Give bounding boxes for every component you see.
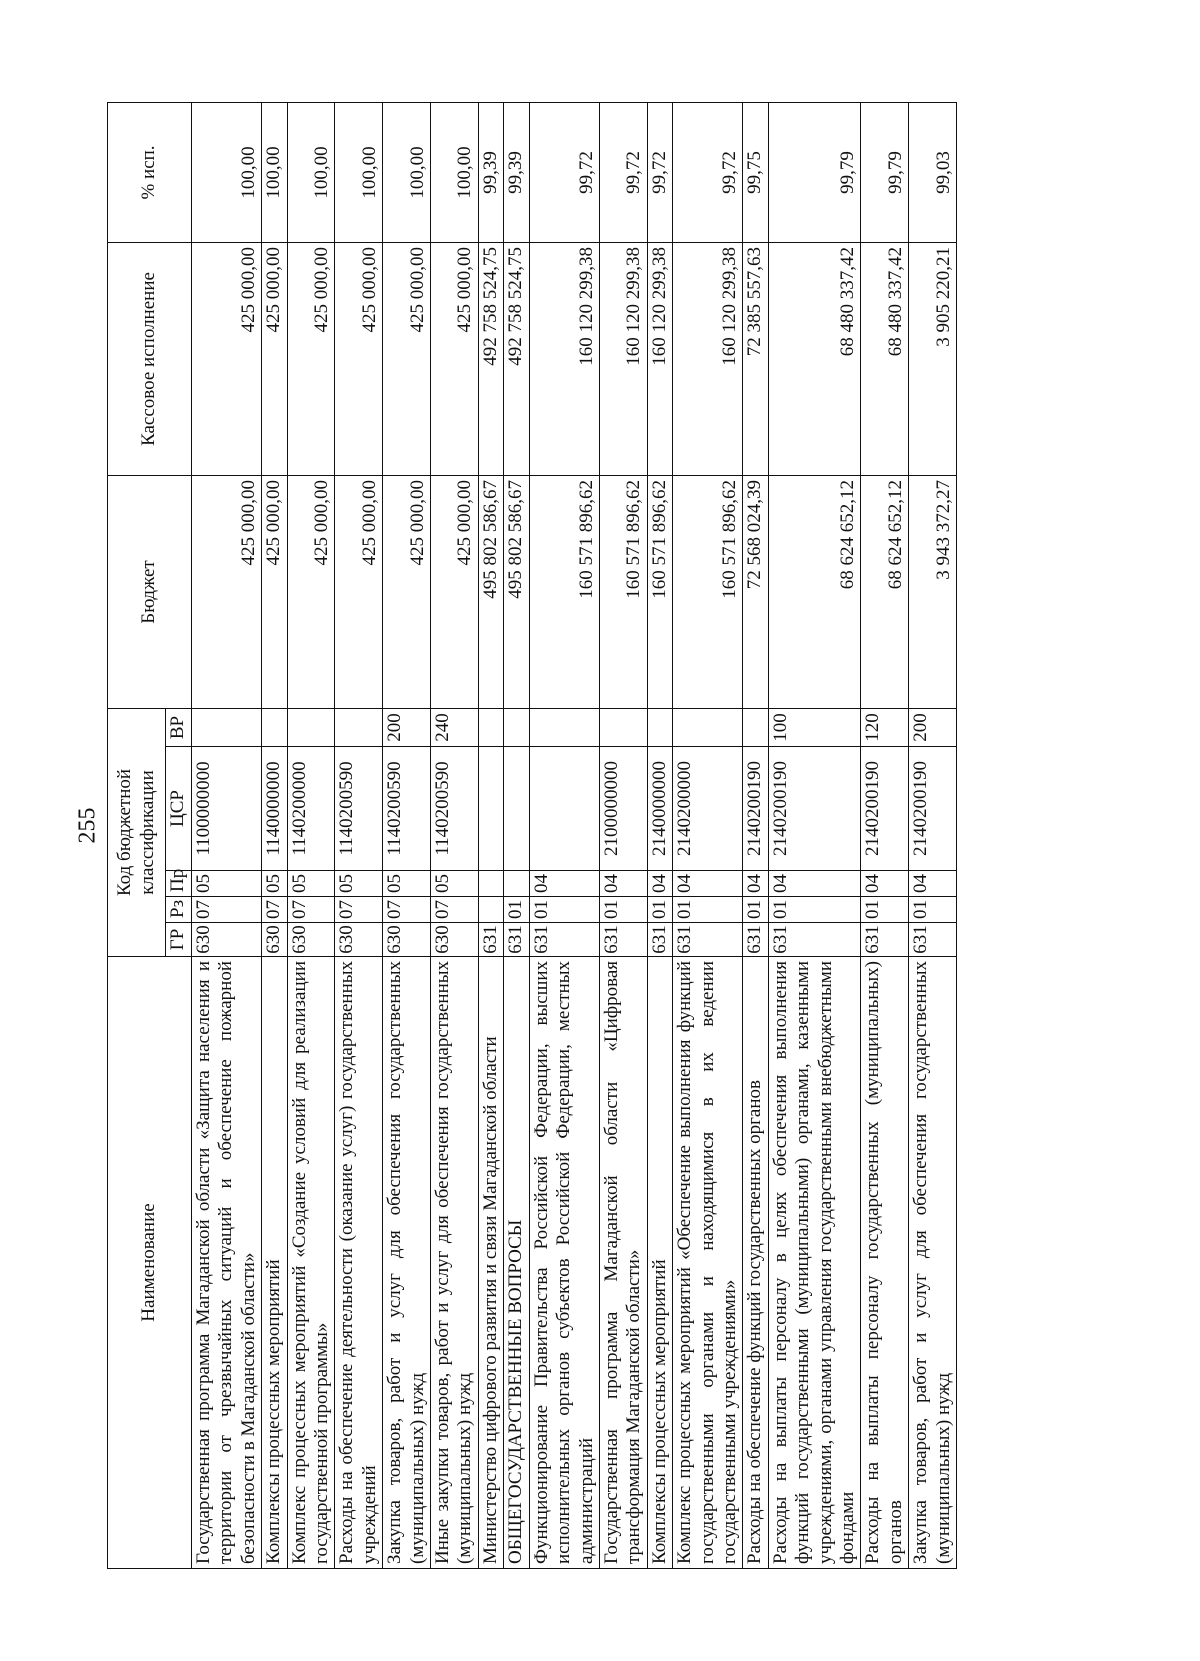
row-rz: 07 — [383, 897, 431, 923]
row-cash: 425 000,00 — [262, 242, 287, 475]
header-pct: % исп. — [108, 102, 192, 242]
row-cash: 68 480 337,42 — [768, 242, 861, 475]
row-name: Комплексы процессных мероприятий — [262, 957, 287, 1569]
row-vr — [647, 708, 672, 746]
budget-table — [107, 102, 957, 1569]
row-rz: 01 — [647, 897, 672, 923]
row-csr: 2140200190 — [861, 747, 909, 871]
row-gr: 631 — [673, 923, 743, 957]
row-gr: 631 — [768, 923, 861, 957]
row-name: Закупка товаров, работ и услуг для обеспечения государственных (муниципальных) нужд — [383, 957, 431, 1569]
row-vr — [529, 708, 599, 746]
row-cash: 425 000,00 — [287, 242, 335, 475]
row-pct: 100,00 — [262, 102, 287, 242]
table-row — [599, 102, 647, 1568]
row-pct: 99,72 — [647, 102, 672, 242]
row-pr: 05 — [262, 871, 287, 897]
row-rz: 07 — [335, 897, 383, 923]
table-row — [909, 102, 957, 1568]
row-gr: 631 — [478, 923, 503, 957]
row-gr: 631 — [504, 923, 529, 957]
row-budget: 68 624 652,12 — [768, 475, 861, 708]
row-cash: 425 000,00 — [431, 242, 479, 475]
row-vr — [504, 708, 529, 746]
row-pct: 99,72 — [529, 102, 599, 242]
row-gr: 631 — [743, 923, 768, 957]
row-rz: 01 — [673, 897, 743, 923]
header-code-group: Код бюджетной классификации — [108, 708, 166, 956]
table-row — [504, 102, 529, 1568]
row-budget: 495 802 586,67 — [478, 475, 503, 708]
rotated-table-wrapper — [107, 103, 1107, 1569]
header-csr: ЦСР — [166, 747, 192, 871]
row-vr — [262, 708, 287, 746]
row-budget: 425 000,00 — [383, 475, 431, 708]
row-budget: 160 571 896,62 — [647, 475, 672, 708]
row-pr: 04 — [861, 871, 909, 897]
row-pr: 04 — [743, 871, 768, 897]
row-pr: 04 — [673, 871, 743, 897]
row-csr: 1140200000 — [287, 747, 335, 871]
row-cash: 492 758 524,75 — [478, 242, 503, 475]
row-csr — [529, 747, 599, 871]
header-name: Наименование — [108, 957, 192, 1569]
row-name: Комплекс процессных мероприятий «Обеспечение выполнения функций государственными органами и находящимися в их ведении государственными учреждениями» — [673, 957, 743, 1569]
row-csr: 1100000000 — [192, 747, 262, 871]
page-number: 255 — [74, 807, 101, 844]
row-pct: 99,72 — [673, 102, 743, 242]
row-rz: 07 — [287, 897, 335, 923]
row-vr — [673, 708, 743, 746]
row-cash: 425 000,00 — [383, 242, 431, 475]
header-rz: Рз — [166, 897, 192, 923]
row-csr: 2140200190 — [768, 747, 861, 871]
row-pct: 100,00 — [335, 102, 383, 242]
row-budget: 425 000,00 — [431, 475, 479, 708]
row-vr — [599, 708, 647, 746]
row-vr: 200 — [383, 708, 431, 746]
row-budget: 160 571 896,62 — [673, 475, 743, 708]
row-gr: 630 — [335, 923, 383, 957]
table-row — [287, 102, 335, 1568]
row-rz: 07 — [262, 897, 287, 923]
row-pct: 99,03 — [909, 102, 957, 242]
row-cash: 160 120 299,38 — [599, 242, 647, 475]
row-vr — [478, 708, 503, 746]
row-pr: 04 — [768, 871, 861, 897]
row-name: Функционирование Правительства Российской Федерации, высших исполнительных органов субъектов Российской Федерации, местных администраций — [529, 957, 599, 1569]
row-vr: 100 — [768, 708, 861, 746]
header-budget: Бюджет — [108, 475, 192, 708]
header-pr: Пр — [166, 871, 192, 897]
row-pr — [478, 871, 503, 897]
table-row — [262, 102, 287, 1568]
row-cash: 72 385 557,63 — [743, 242, 768, 475]
row-pr: 05 — [431, 871, 479, 897]
row-pr: 04 — [647, 871, 672, 897]
row-name: Иные закупки товаров, работ и услуг для обеспечения государственных (муниципальных) нужд — [431, 957, 479, 1569]
header-cash: Кассовое исполнение — [108, 242, 192, 475]
row-name: Комплекс процессных мероприятий «Создание условий для реализации государственной программы» — [287, 957, 335, 1569]
row-budget: 160 571 896,62 — [529, 475, 599, 708]
row-name: Министерство цифрового развития и связи Магаданской области — [478, 957, 503, 1569]
row-budget: 425 000,00 — [335, 475, 383, 708]
row-gr: 631 — [647, 923, 672, 957]
row-rz — [478, 897, 503, 923]
table-row — [431, 102, 479, 1568]
row-vr — [287, 708, 335, 746]
row-csr — [478, 747, 503, 871]
row-pct: 100,00 — [383, 102, 431, 242]
row-rz: 01 — [504, 897, 529, 923]
row-vr — [192, 708, 262, 746]
row-gr: 631 — [861, 923, 909, 957]
row-vr — [335, 708, 383, 746]
row-gr: 631 — [529, 923, 599, 957]
row-pr: 04 — [529, 871, 599, 897]
row-gr: 631 — [909, 923, 957, 957]
table-row — [383, 102, 431, 1568]
row-csr: 2140200190 — [909, 747, 957, 871]
row-pr: 04 — [599, 871, 647, 897]
row-rz: 07 — [431, 897, 479, 923]
row-budget: 160 571 896,62 — [599, 475, 647, 708]
row-gr: 630 — [383, 923, 431, 957]
row-name: ОБЩЕГОСУДАРСТВЕННЫЕ ВОПРОСЫ — [504, 957, 529, 1569]
row-pr: 05 — [335, 871, 383, 897]
row-name: Государственная программа Магаданской области «Цифровая трансформация Магаданской области» — [599, 957, 647, 1569]
row-pct: 99,79 — [768, 102, 861, 242]
row-csr: 1140200590 — [335, 747, 383, 871]
row-rz: 07 — [192, 897, 262, 923]
row-cash: 68 480 337,42 — [861, 242, 909, 475]
row-name: Расходы на выплаты персоналу государственных (муниципальных) органов — [861, 957, 909, 1569]
row-budget: 495 802 586,67 — [504, 475, 529, 708]
row-csr — [504, 747, 529, 871]
table-row — [768, 102, 861, 1568]
row-budget: 425 000,00 — [287, 475, 335, 708]
row-pct: 100,00 — [192, 102, 262, 242]
row-pct: 99,75 — [743, 102, 768, 242]
row-cash: 492 758 524,75 — [504, 242, 529, 475]
row-csr: 1140200590 — [383, 747, 431, 871]
row-budget: 68 624 652,12 — [861, 475, 909, 708]
row-cash: 425 000,00 — [192, 242, 262, 475]
row-cash: 425 000,00 — [335, 242, 383, 475]
row-cash: 160 120 299,38 — [647, 242, 672, 475]
header-gr: ГР — [166, 923, 192, 957]
table-row — [647, 102, 672, 1568]
row-vr: 200 — [909, 708, 957, 746]
row-rz: 01 — [861, 897, 909, 923]
row-pr: 05 — [192, 871, 262, 897]
row-vr: 120 — [861, 708, 909, 746]
row-rz: 01 — [599, 897, 647, 923]
row-rz: 01 — [529, 897, 599, 923]
row-budget: 425 000,00 — [192, 475, 262, 708]
row-budget: 3 943 372,27 — [909, 475, 957, 708]
row-name: Комплексы процессных мероприятий — [647, 957, 672, 1569]
table-header — [108, 102, 192, 1568]
row-name: Расходы на выплаты персоналу в целях обеспечения выполнения функций государственными (муниципальными) органами, казенными учреждениями, органами управления государственными внебюджетными фондами — [768, 957, 861, 1569]
row-gr: 630 — [262, 923, 287, 957]
row-csr: 2140200000 — [673, 747, 743, 871]
row-pct: 99,39 — [478, 102, 503, 242]
row-name: Расходы на обеспечение функций государственных органов — [743, 957, 768, 1569]
row-pct: 99,79 — [861, 102, 909, 242]
header-vr: ВР — [166, 708, 192, 746]
table-row — [192, 102, 262, 1568]
table-body — [192, 102, 957, 1568]
row-cash: 160 120 299,38 — [673, 242, 743, 475]
row-rz: 01 — [768, 897, 861, 923]
row-csr: 2140200190 — [743, 747, 768, 871]
row-gr: 630 — [431, 923, 479, 957]
row-pct: 100,00 — [431, 102, 479, 242]
row-gr: 630 — [192, 923, 262, 957]
table-row — [861, 102, 909, 1568]
row-pct: 100,00 — [287, 102, 335, 242]
row-csr: 2100000000 — [599, 747, 647, 871]
row-csr: 1140200590 — [431, 747, 479, 871]
row-pr: 05 — [287, 871, 335, 897]
row-rz: 01 — [743, 897, 768, 923]
table-row — [529, 102, 599, 1568]
table-row — [478, 102, 503, 1568]
row-pr: 05 — [383, 871, 431, 897]
row-name: Расходы на обеспечение деятельности (оказание услуг) государственных учреждений — [335, 957, 383, 1569]
row-cash: 3 905 220,21 — [909, 242, 957, 475]
row-gr: 630 — [287, 923, 335, 957]
row-budget: 425 000,00 — [262, 475, 287, 708]
row-vr: 240 — [431, 708, 479, 746]
row-name: Государственная программа Магаданской области «Защита населения и территории от чрезвычайных ситуаций и обеспечение пожарной безопасности в Магаданской области» — [192, 957, 262, 1569]
row-rz: 01 — [909, 897, 957, 923]
table-row — [743, 102, 768, 1568]
row-gr: 631 — [599, 923, 647, 957]
row-pr — [504, 871, 529, 897]
row-vr — [743, 708, 768, 746]
row-cash: 160 120 299,38 — [529, 242, 599, 475]
row-pct: 99,72 — [599, 102, 647, 242]
table-row — [673, 102, 743, 1568]
row-pct: 99,39 — [504, 102, 529, 242]
row-budget: 72 568 024,39 — [743, 475, 768, 708]
row-csr: 1140000000 — [262, 747, 287, 871]
row-name: Закупка товаров, работ и услуг для обеспечения государственных (муниципальных) нужд — [909, 957, 957, 1569]
row-csr: 2140000000 — [647, 747, 672, 871]
table-row — [335, 102, 383, 1568]
row-pr: 04 — [909, 871, 957, 897]
